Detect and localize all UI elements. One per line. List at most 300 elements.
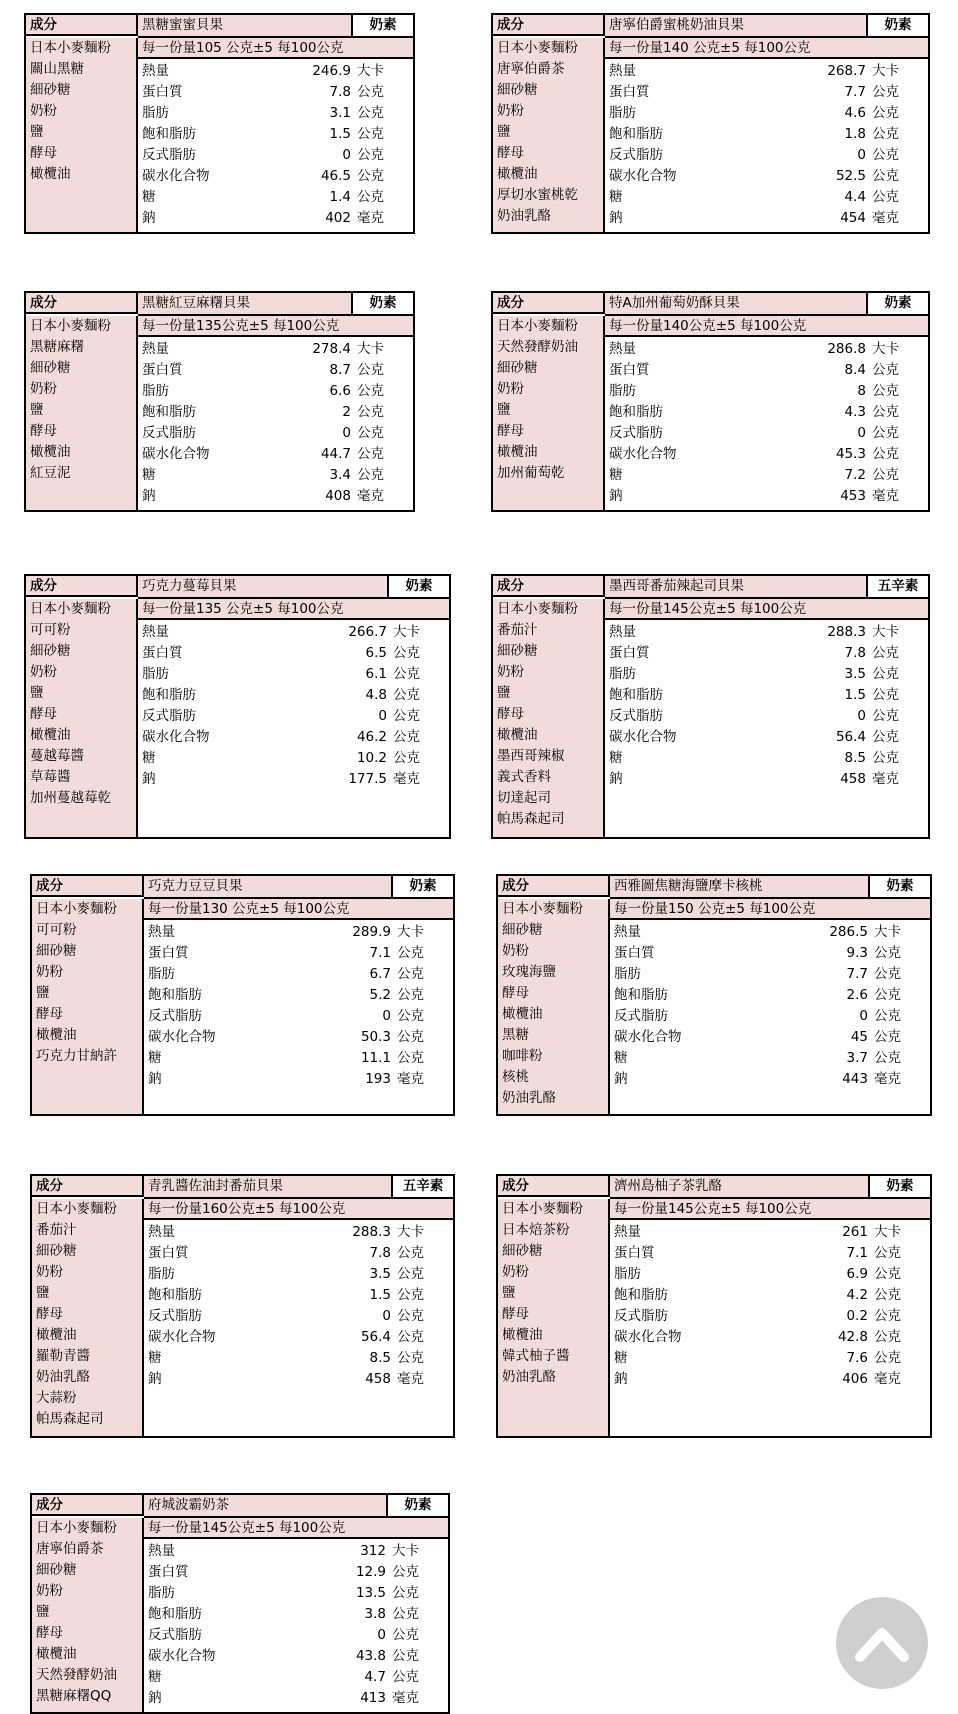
- nutrient-value: 7.1: [369, 945, 391, 961]
- nutrient-label: 鈉: [609, 488, 623, 504]
- nutrient-label: 糖: [609, 189, 623, 205]
- product-name: 濟州島柚子茶乳酪: [610, 1176, 868, 1197]
- serving-size: 每一份量140 公克±5 每100公克: [605, 38, 928, 59]
- nutrient-label: 蛋白質: [148, 1245, 189, 1261]
- product-name: 巧克力蔓莓貝果: [138, 576, 387, 597]
- nutrient-unit: 毫克: [397, 1371, 424, 1387]
- ingredient-item: 奶粉: [30, 103, 57, 119]
- ingredient-item: 羅勒青醬: [36, 1348, 90, 1364]
- ingredient-item: 帕馬森起司: [497, 811, 565, 827]
- nutrient-unit: 毫克: [872, 488, 899, 504]
- nutrient-unit: 公克: [392, 1564, 419, 1580]
- serving-size: 每一份量135 公克±5 每100公克: [138, 599, 449, 620]
- nutrient-unit: 大卡: [393, 624, 420, 640]
- nutrition-row: [605, 486, 928, 507]
- nutrition-row: [138, 339, 413, 360]
- nutrient-value: 288.3: [352, 1224, 391, 1240]
- ingredient-item: 細砂糖: [30, 360, 71, 376]
- nutrient-label: 糖: [609, 467, 623, 483]
- nutrient-label: 脂肪: [609, 383, 636, 399]
- nutrition-row: [144, 922, 453, 943]
- ingredient-item: 日本小麥麵粉: [36, 901, 117, 917]
- nutrient-unit: 公克: [872, 729, 899, 745]
- nutrient-value: 402: [325, 210, 351, 226]
- ingredient-item: 鹽: [497, 124, 511, 140]
- ingredient-item: 鹽: [30, 685, 44, 701]
- ingredients-header: 成分: [26, 293, 138, 314]
- diet-badge: 奶素: [868, 1176, 930, 1197]
- nutrient-unit: 毫克: [874, 1371, 901, 1387]
- nutrient-value: 278.4: [312, 341, 351, 357]
- nutrient-label: 蛋白質: [148, 945, 189, 961]
- nutrient-value: 1.5: [329, 126, 351, 142]
- nutrient-label: 碳水化合物: [142, 446, 210, 462]
- nutrient-label: 碳水化合物: [142, 168, 210, 184]
- serving-size: 每一份量145公克±5 每100公克: [144, 1518, 448, 1539]
- nutrient-label: 蛋白質: [609, 645, 650, 661]
- nutrition-row: [605, 444, 928, 465]
- nutrition-row: [138, 486, 413, 507]
- nutrient-label: 飽和脂肪: [609, 126, 663, 142]
- nutrient-unit: 公克: [872, 84, 899, 100]
- product-name: 巧克力豆豆貝果: [144, 876, 391, 897]
- nutrient-value: 6.6: [329, 383, 351, 399]
- ingredient-item: 奶粉: [502, 1264, 529, 1280]
- nutrient-unit: 公克: [357, 84, 384, 100]
- ingredient-item: 玫瑰海鹽: [502, 964, 556, 980]
- nutrient-value: 52.5: [835, 168, 866, 184]
- nutrient-value: 0: [859, 1008, 868, 1024]
- nutrition-row: [605, 166, 928, 187]
- nutrition-list: [144, 922, 453, 1114]
- nutrient-unit: 大卡: [392, 1543, 419, 1559]
- nutrient-label: 熱量: [148, 1543, 175, 1559]
- nutrient-unit: 大卡: [872, 341, 899, 357]
- nutrition-card: [24, 574, 451, 839]
- nutrient-unit: 公克: [872, 189, 899, 205]
- nutrient-unit: 公克: [874, 945, 901, 961]
- nutrition-row: [138, 769, 449, 790]
- nutrient-label: 蛋白質: [142, 645, 183, 661]
- nutrition-row: [144, 1222, 453, 1243]
- nutrient-value: 7.2: [844, 467, 866, 483]
- nutrition-row: [610, 1048, 930, 1069]
- serving-size: 每一份量130 公克±5 每100公克: [144, 899, 453, 920]
- diet-badge: 奶素: [866, 293, 928, 314]
- nutrient-unit: 毫克: [357, 488, 384, 504]
- nutrient-unit: 公克: [357, 189, 384, 205]
- nutrient-value: 3.5: [369, 1266, 391, 1282]
- nutrition-row: [605, 145, 928, 166]
- nutrient-unit: 公克: [397, 1350, 424, 1366]
- nutrition-row: [605, 769, 928, 790]
- nutrient-unit: 公克: [397, 987, 424, 1003]
- nutrient-unit: 公克: [872, 708, 899, 724]
- nutrient-unit: 毫克: [392, 1690, 419, 1706]
- nutrient-value: 286.8: [827, 341, 866, 357]
- ingredient-item: 奶粉: [36, 1264, 63, 1280]
- diet-badge: 五辛素: [866, 576, 928, 597]
- nutrient-unit: 毫克: [357, 210, 384, 226]
- ingredient-item: 加州蔓越莓乾: [30, 790, 111, 806]
- nutrient-value: 6.5: [365, 645, 387, 661]
- nutrient-unit: 公克: [357, 446, 384, 462]
- nutrient-value: 7.6: [846, 1350, 868, 1366]
- nutrient-label: 脂肪: [148, 1266, 175, 1282]
- nutrient-label: 碳水化合物: [614, 1029, 682, 1045]
- nutrient-label: 熱量: [142, 341, 169, 357]
- ingredient-item: 奶粉: [36, 964, 63, 980]
- ingredient-item: 天然發酵奶油: [36, 1667, 117, 1683]
- nutrient-label: 鈉: [148, 1071, 162, 1087]
- ingredient-list: [498, 1199, 610, 1436]
- ingredient-item: 鹽: [497, 402, 511, 418]
- ingredient-item: 酵母: [497, 145, 524, 161]
- nutrient-label: 碳水化合物: [609, 446, 677, 462]
- nutrition-list: [138, 622, 449, 837]
- nutrient-value: 44.7: [320, 446, 351, 462]
- nutrition-row: [144, 985, 453, 1006]
- nutrient-value: 0: [342, 147, 351, 163]
- ingredient-item: 奶油乳酪: [502, 1369, 556, 1385]
- nutrition-row: [605, 339, 928, 360]
- nutrition-row: [138, 124, 413, 145]
- ingredient-item: 關山黑糖: [30, 61, 84, 77]
- nutrition-row: [138, 381, 413, 402]
- ingredient-item: 唐寧伯爵茶: [497, 61, 565, 77]
- ingredient-item: 橄欖油: [36, 1646, 77, 1662]
- nutrient-value: 458: [840, 771, 866, 787]
- ingredient-item: 帕馬森起司: [36, 1411, 104, 1427]
- nutrition-row: [138, 61, 413, 82]
- nutrition-list: [610, 922, 930, 1114]
- nutrient-unit: 公克: [397, 1308, 424, 1324]
- nutrient-label: 碳水化合物: [142, 729, 210, 745]
- ingredient-item: 酵母: [502, 985, 529, 1001]
- nutrient-label: 鈉: [142, 210, 156, 226]
- nutrition-row: [138, 465, 413, 486]
- nutrient-label: 蛋白質: [142, 84, 183, 100]
- nutrition-row: [610, 1006, 930, 1027]
- ingredient-item: 橄欖油: [497, 444, 538, 460]
- nutrient-value: 177.5: [348, 771, 387, 787]
- nutrition-row: [144, 1327, 453, 1348]
- nutrient-value: 3.7: [846, 1050, 868, 1066]
- nutrition-row: [605, 124, 928, 145]
- nutrient-value: 443: [842, 1071, 868, 1087]
- nutrition-row: [138, 664, 449, 685]
- nutrition-row: [144, 1243, 453, 1264]
- scroll-to-top-button[interactable]: [836, 1597, 928, 1689]
- nutrient-label: 脂肪: [142, 105, 169, 121]
- nutrient-label: 鈉: [142, 488, 156, 504]
- nutrient-value: 408: [325, 488, 351, 504]
- nutrition-card: [30, 1174, 455, 1438]
- nutrient-label: 反式脂肪: [142, 147, 196, 163]
- nutrition-row: [605, 360, 928, 381]
- nutrient-label: 脂肪: [148, 966, 175, 982]
- nutrition-row: [605, 622, 928, 643]
- nutrition-row: [138, 360, 413, 381]
- ingredient-item: 橄欖油: [30, 727, 71, 743]
- nutrition-row: [605, 685, 928, 706]
- nutrient-unit: 公克: [393, 708, 420, 724]
- nutrient-unit: 公克: [392, 1648, 419, 1664]
- ingredient-item: 核桃: [502, 1069, 529, 1085]
- nutrient-unit: 大卡: [872, 624, 899, 640]
- nutrient-label: 反式脂肪: [148, 1008, 202, 1024]
- nutrient-label: 飽和脂肪: [142, 404, 196, 420]
- nutrition-row: [605, 187, 928, 208]
- nutrient-value: 0: [857, 708, 866, 724]
- nutrient-label: 飽和脂肪: [142, 687, 196, 703]
- product-name: 府城波霸奶茶: [144, 1495, 386, 1516]
- ingredient-item: 橄欖油: [502, 1006, 543, 1022]
- nutrition-row: [610, 1369, 930, 1390]
- ingredient-item: 黑糖麻糬QQ: [36, 1688, 112, 1704]
- ingredient-list: [493, 316, 605, 510]
- nutrition-row: [610, 985, 930, 1006]
- nutrient-label: 鈉: [614, 1371, 628, 1387]
- nutrient-value: 8.4: [844, 362, 866, 378]
- nutrient-value: 406: [842, 1371, 868, 1387]
- nutrition-row: [605, 706, 928, 727]
- nutrition-list: [138, 61, 413, 232]
- nutrient-label: 鈉: [148, 1371, 162, 1387]
- nutrition-row: [610, 1306, 930, 1327]
- nutrition-card: [491, 13, 930, 234]
- nutrient-unit: 公克: [874, 987, 901, 1003]
- nutrition-row: [605, 643, 928, 664]
- nutrient-unit: 公克: [392, 1606, 419, 1622]
- nutrient-value: 193: [365, 1071, 391, 1087]
- nutrient-unit: 毫克: [874, 1071, 901, 1087]
- nutrition-list: [144, 1541, 448, 1712]
- nutrient-label: 碳水化合物: [614, 1329, 682, 1345]
- nutrient-label: 鈉: [609, 771, 623, 787]
- ingredient-list: [32, 899, 144, 1114]
- ingredient-item: 細砂糖: [36, 1562, 77, 1578]
- ingredients-header: 成分: [493, 293, 605, 314]
- nutrient-value: 45: [850, 1029, 868, 1045]
- nutrition-card: [491, 291, 930, 512]
- product-header: [144, 876, 453, 899]
- nutrient-unit: 公克: [872, 105, 899, 121]
- nutrition-row: [138, 82, 413, 103]
- nutrient-label: 鈉: [148, 1690, 162, 1706]
- product-header: [138, 576, 449, 599]
- nutrient-label: 蛋白質: [614, 945, 655, 961]
- ingredients-header: 成分: [493, 576, 605, 597]
- ingredient-item: 切達起司: [497, 790, 551, 806]
- nutrient-value: 3.4: [329, 467, 351, 483]
- product-name: 黑糖蜜蜜貝果: [138, 15, 351, 36]
- ingredient-item: 日本小麥麵粉: [30, 318, 111, 334]
- nutrient-unit: 公克: [874, 966, 901, 982]
- nutrient-label: 脂肪: [614, 1266, 641, 1282]
- nutrient-unit: 公克: [397, 1245, 424, 1261]
- nutrition-row: [144, 1688, 448, 1709]
- nutrient-label: 蛋白質: [148, 1564, 189, 1580]
- nutrient-unit: 公克: [397, 966, 424, 982]
- nutrient-label: 鈉: [614, 1071, 628, 1087]
- nutrient-label: 糖: [142, 189, 156, 205]
- ingredient-item: 細砂糖: [502, 1243, 543, 1259]
- nutrition-list: [605, 622, 928, 837]
- nutrient-unit: 公克: [397, 945, 424, 961]
- nutrition-row: [610, 943, 930, 964]
- nutrient-value: 268.7: [827, 63, 866, 79]
- nutrient-label: 反式脂肪: [614, 1008, 668, 1024]
- nutrient-unit: 公克: [874, 1266, 901, 1282]
- nutrient-value: 8.5: [369, 1350, 391, 1366]
- ingredient-item: 酵母: [497, 706, 524, 722]
- product-header: [138, 15, 413, 38]
- nutrient-label: 反式脂肪: [609, 147, 663, 163]
- nutrient-value: 7.1: [846, 1245, 868, 1261]
- ingredient-item: 酵母: [502, 1306, 529, 1322]
- nutrient-label: 熱量: [614, 1224, 641, 1240]
- nutrition-row: [605, 664, 928, 685]
- nutrient-label: 熱量: [609, 624, 636, 640]
- nutrient-unit: 公克: [357, 105, 384, 121]
- nutrient-value: 4.3: [844, 404, 866, 420]
- nutrient-unit: 毫克: [397, 1071, 424, 1087]
- nutrition-row: [138, 402, 413, 423]
- nutrient-unit: 公克: [872, 687, 899, 703]
- nutrition-row: [138, 208, 413, 229]
- nutrient-unit: 公克: [393, 645, 420, 661]
- nutrient-label: 蛋白質: [142, 362, 183, 378]
- nutrient-value: 4.2: [846, 1287, 868, 1303]
- nutrient-label: 反式脂肪: [614, 1308, 668, 1324]
- nutrient-value: 453: [840, 488, 866, 504]
- nutrient-unit: 公克: [872, 425, 899, 441]
- nutrient-label: 糖: [609, 750, 623, 766]
- nutrition-row: [138, 423, 413, 444]
- ingredient-item: 鹽: [502, 1285, 516, 1301]
- ingredient-item: 橄欖油: [30, 444, 71, 460]
- nutrition-row: [610, 1243, 930, 1264]
- nutrient-label: 熱量: [614, 924, 641, 940]
- serving-size: 每一份量135公克±5 每100公克: [138, 316, 413, 337]
- ingredients-header: 成分: [26, 15, 138, 36]
- nutrient-label: 反式脂肪: [148, 1308, 202, 1324]
- ingredient-item: 日本小麥麵粉: [497, 40, 578, 56]
- product-name: 唐寧伯爵蜜桃奶油貝果: [605, 15, 866, 36]
- nutrient-value: 0: [857, 425, 866, 441]
- ingredient-item: 日本小麥麵粉: [36, 1201, 117, 1217]
- nutrient-unit: 毫克: [393, 771, 420, 787]
- nutrition-list: [144, 1222, 453, 1436]
- nutrition-row: [605, 208, 928, 229]
- ingredients-header: 成分: [493, 15, 605, 36]
- ingredient-item: 草莓醬: [30, 769, 71, 785]
- product-name: 特A加州葡萄奶酥貝果: [605, 293, 866, 314]
- nutrition-row: [605, 465, 928, 486]
- ingredient-item: 鹽: [30, 402, 44, 418]
- nutrition-row: [610, 1285, 930, 1306]
- nutrition-row: [138, 187, 413, 208]
- nutrient-label: 碳水化合物: [148, 1029, 216, 1045]
- serving-size: 每一份量145公克±5 每100公克: [610, 1199, 930, 1220]
- nutrient-label: 脂肪: [142, 383, 169, 399]
- nutrient-value: 4.8: [365, 687, 387, 703]
- nutrient-value: 5.2: [369, 987, 391, 1003]
- nutrition-row: [144, 1006, 453, 1027]
- nutrient-unit: 公克: [357, 425, 384, 441]
- nutrient-label: 糖: [148, 1350, 162, 1366]
- nutrient-value: 7.8: [369, 1245, 391, 1261]
- nutrient-value: 8.5: [844, 750, 866, 766]
- ingredient-item: 酵母: [36, 1625, 63, 1641]
- nutrient-label: 反式脂肪: [142, 708, 196, 724]
- ingredient-item: 細砂糖: [30, 643, 71, 659]
- ingredient-item: 鹽: [30, 124, 44, 140]
- nutrient-label: 脂肪: [142, 666, 169, 682]
- ingredient-item: 韓式柚子醬: [502, 1348, 570, 1364]
- ingredient-item: 蔓越莓醬: [30, 748, 84, 764]
- serving-size: 每一份量105 公克±5 每100公克: [138, 38, 413, 59]
- ingredient-item: 鹽: [36, 1604, 50, 1620]
- nutrient-unit: 公克: [392, 1585, 419, 1601]
- nutrient-value: 1.5: [369, 1287, 391, 1303]
- nutrient-value: 7.8: [329, 84, 351, 100]
- nutrition-row: [610, 1264, 930, 1285]
- ingredient-item: 奶粉: [36, 1583, 63, 1599]
- ingredients-header: 成分: [32, 876, 144, 897]
- nutrient-label: 蛋白質: [609, 84, 650, 100]
- ingredient-list: [493, 38, 605, 232]
- nutrient-unit: 公克: [357, 168, 384, 184]
- nutrient-value: 45.3: [835, 446, 866, 462]
- nutrient-label: 糖: [148, 1669, 162, 1685]
- nutrition-row: [144, 1264, 453, 1285]
- nutrient-unit: 公克: [872, 126, 899, 142]
- nutrient-value: 7.7: [844, 84, 866, 100]
- product-header: [605, 576, 928, 599]
- nutrition-row: [610, 1069, 930, 1090]
- nutrient-value: 56.4: [360, 1329, 391, 1345]
- nutrient-label: 飽和脂肪: [148, 987, 202, 1003]
- nutrient-label: 飽和脂肪: [609, 687, 663, 703]
- nutrient-unit: 公克: [874, 1050, 901, 1066]
- nutrient-value: 458: [365, 1371, 391, 1387]
- nutrition-row: [144, 943, 453, 964]
- ingredient-list: [32, 1199, 144, 1436]
- ingredient-item: 加州葡萄乾: [497, 465, 565, 481]
- nutrient-value: 46.5: [320, 168, 351, 184]
- ingredients-header: 成分: [32, 1495, 144, 1516]
- nutrient-unit: 公克: [874, 1329, 901, 1345]
- nutrient-unit: 公克: [872, 645, 899, 661]
- nutrient-unit: 毫克: [872, 210, 899, 226]
- nutrient-unit: 大卡: [874, 1224, 901, 1240]
- nutrient-label: 脂肪: [614, 966, 641, 982]
- nutrient-value: 288.3: [827, 624, 866, 640]
- ingredient-item: 酵母: [30, 706, 57, 722]
- nutrient-unit: 公克: [872, 168, 899, 184]
- nutrient-unit: 大卡: [874, 924, 901, 940]
- ingredient-item: 奶粉: [497, 381, 524, 397]
- ingredient-item: 鹽: [36, 1285, 50, 1301]
- nutrient-value: 9.3: [846, 945, 868, 961]
- nutrient-label: 糖: [614, 1350, 628, 1366]
- ingredient-item: 日本小麥麵粉: [502, 901, 583, 917]
- ingredient-item: 可可粉: [36, 922, 77, 938]
- product-name: 黑糖紅豆麻糬貝果: [138, 293, 351, 314]
- nutrient-unit: 公克: [872, 404, 899, 420]
